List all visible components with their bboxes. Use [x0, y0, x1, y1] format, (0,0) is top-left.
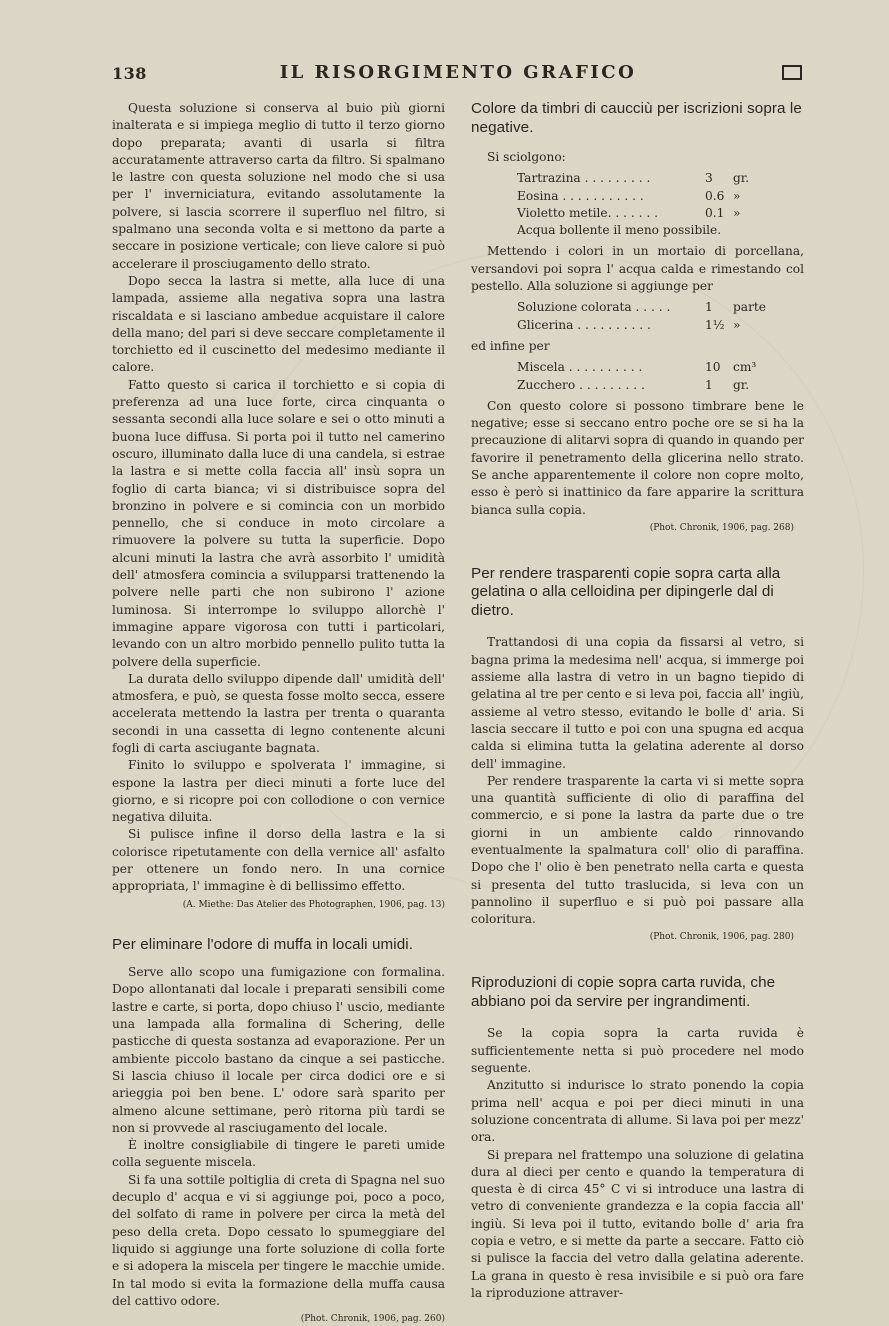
- paragraph: Finito lo sviluppo e spolverata l' immagine, si espone la lastra per dieci minuti a forte luce del giorno, e si ricopre poi con collodione o con vernice negativa diluita.: [112, 758, 445, 825]
- ingredient-name: Violetto metile. . . . . . .: [517, 205, 658, 220]
- citation: (Phot. Chronik, 1906, pag. 268): [649, 522, 794, 533]
- recipe-row: [517, 299, 804, 316]
- square-ornament-icon: [782, 65, 802, 80]
- ingredient-name: Tartrazina . . . . . . . . .: [517, 171, 651, 186]
- ingredient-unit: »: [733, 205, 741, 220]
- ingredient-unit: gr.: [733, 171, 750, 186]
- left-column: [112, 100, 445, 1326]
- recipe-table: [517, 299, 804, 334]
- recipe-row: [517, 359, 804, 376]
- ingredient-name: Eosina . . . . . . . . . . .: [517, 188, 644, 203]
- paragraph: Anzitutto si indurisce lo strato ponendo la copia prima nell' acqua e poi per dieci minuti in una soluzione concentrata di allume. Si lava poi per mezz' ora.: [471, 1078, 804, 1145]
- section-heading: Per rendere trasparenti copie sopra carta alla gelatina o alla celloidina per dipingerle dal di dietro.: [471, 564, 781, 619]
- recipe-intro: Si sciolgono:: [487, 150, 566, 164]
- page-header: [112, 62, 804, 88]
- recipe-table: [517, 170, 804, 239]
- paragraph: Si fa una sottile poltiglia di creta di Spagna nel suo decuplo d' acqua e vi si aggiunge poi, poco a poco, del solfato di rame in polvere per circa la metà del peso della creta. Dopo cessato lo spumeggiare del liquido si aggiunge una forte soluzione di colla forte e si adopera la miscela per tingere le macchie umide. In tal modo si evita la formazione della muffa causa del cattivo odore.: [112, 1172, 445, 1308]
- ingredient-name: Soluzione colorata . . . . .: [517, 300, 671, 315]
- paragraph: Si prepara nel frattempo una soluzione di gelatina dura al dieci per cento e quando la temperatura di questa è di circa 45° C vi si introduce una lastra di vetro di conveniente grandezza e la copia faccia all' ingiù. Si leva poi il tutto, evitando bolle d' aria fra copia e vetro, e si mette da parte a seccare. Fatto ciò si pulisce la faccia del vetro dalla gelatina aderente. La grana in questo è resa invisibile e si può ora fare la riproduzione attraver-: [471, 1147, 804, 1300]
- ingredient-qty: 0.1: [705, 205, 725, 220]
- citation: (Phot. Chronik, 1906, pag. 260): [300, 1314, 445, 1325]
- citation: (A. Miethe: Das Atelier des Photographen, 1906, pag. 13): [182, 899, 445, 910]
- recipe-row: [517, 205, 804, 222]
- paragraph: Con questo colore si possono timbrare bene le negative; esse si seccano entro poche ore se si ha la precauzione di alitarvi sopra di quando in quando per favorire il penetramento della glicerina nello strato. Se anche apparentemente il colore non copre molto, esso è però si inattinico da fare apparire la scrittura bianca sulla copia.: [471, 398, 804, 517]
- ingredient-qty: 1½: [705, 317, 725, 332]
- ingredient-unit: cm³: [733, 360, 757, 375]
- ingredient-qty: 1: [705, 377, 713, 392]
- page-number: 138: [112, 64, 147, 83]
- recipe-intro: ed infine per: [471, 338, 550, 353]
- recipe-table: [517, 359, 804, 394]
- paragraph: Serve allo scopo una fumigazione con formalina. Dopo allontanati dal locale i preparati sensibili come lastre e carte, si porta, dopo chiuso l' uscio, mediante una lampada alla formalina di Schering, delle pasticche di questa sostanza ad evaporazione. Per un ambiente piccolo bastano da cinque a sei pasticche. Si lascia chiuso il locale per circa dodici ore e si arieggia poi ben bene. L' odore sarà sparito per almeno alcune settimane, però ritorna più tardi se non si provvede al rasciugamento del locale.: [112, 965, 445, 1135]
- paragraph: Si pulisce infine il dorso della lastra e la si colorisce ripetutamente con della vernice all' asfalto per ottenere un fondo nero. In una cornice appropriata, l' immagine è di bellissimo effetto.: [112, 827, 445, 894]
- citation: (Phot. Chronik, 1906, pag. 280): [649, 932, 794, 943]
- recipe-row: [517, 377, 804, 394]
- paragraph: Per rendere trasparente la carta vi si mette sopra una quantità sufficiente di olio di paraffina del commercio, e si pone la lastra da parte due o tre giorni in un ambiente caldo rinnovando eventualmente la spalmatura coll' olio di paraffina. Dopo che l' olio è ben penetrato nella carta e questa si presenta del tutto traslucida, si leva con un pannolino il superfluo e si può poi passare alla coloritura.: [471, 773, 804, 927]
- ingredient-name: Glicerina . . . . . . . . . .: [517, 317, 651, 332]
- paragraph: È inoltre consigliabile di tingere le pareti umide colla seguente miscela.: [112, 1138, 445, 1170]
- paragraph: Fatto questo si carica il torchietto e si copia di preferenza ad una luce forte, circa cinquanta o sessanta secondi alla luce solare e sei o otto minuti a buona luce diffusa. Si porta poi il tutto nel camerino oscuro, illuminato dalla luce di una candela, si estrae la lastra e si mette colla faccia all' insù sopra un foglio di carta bianca; vi si distribuisce sopra del bronzino in polvere e si comincia con un morbido pennello, che si conduce in moto circolare a rimuovere la polvere su tutta la superficie. Dopo alcuni minuti la lastra che avrà assorbito l' umidità dell' atmosfera comincia a svilupparsi trattenendo la polvere nelle parti che non subirono l' azione luminosa. Si interrompe lo sviluppo allorchè l' immagine appare vigorosa con tutti i particolari, levando con un altro morbido pennello pulito tutta la polvere della superficie.: [112, 377, 445, 669]
- ingredient-qty: 10: [705, 360, 721, 375]
- ingredient-unit: »: [733, 317, 741, 332]
- paragraph: La durata dello sviluppo dipende dall' umidità dell' atmosfera, e può, se questa fosse molto secca, essere accelerata mettendo la lastra per trenta o quaranta secondi in una cassetta di legno contenente alcuni fogli di carta asciugante bagnata.: [112, 671, 445, 755]
- paragraph: Dopo secca la lastra si mette, alla luce di una lampada, assieme alla negativa sopra una lastra riscaldata e si lasciano ambedue acquistare il calore della mano; del pari si deve seccare completamente il torchietto ed il cuscinetto del medesimo mediante il calore.: [112, 273, 445, 375]
- ingredient-qty: 3: [705, 171, 713, 186]
- right-column: [471, 100, 804, 1302]
- section-heading: Per eliminare l'odore di muffa in locali umidi.: [112, 935, 414, 953]
- ingredient-unit: gr.: [733, 377, 750, 392]
- recipe-note: Acqua bollente il meno possibile.: [517, 223, 722, 238]
- paragraph: Se la copia sopra la carta ruvida è sufficientemente netta si può procedere nel modo seguente.: [471, 1026, 804, 1076]
- section-heading: Riproduzioni di copie sopra carta ruvida, che abbiano poi da servire per ingrandimenti.: [471, 974, 776, 1010]
- ingredient-name: Miscela . . . . . . . . . .: [517, 360, 643, 375]
- recipe-row: [517, 317, 804, 334]
- recipe-row: [517, 188, 804, 205]
- ingredient-qty: 1: [705, 300, 713, 315]
- recipe-row: [517, 170, 804, 187]
- paragraph: Questa soluzione si conserva al buio più giorni inalterata e si impiega meglio di tutto il terzo giorno dopo preparata; avanti di usarla si filtra accuratamente attraverso carta da filtro. Si spalmano le lastre con questa soluzione nel modo che si usa per l' inverniciatura, evitando assolutamente la polvere, si lascia scorrere il superfluo nel filtro, si spalmano una seconda volta e si mettono da parte a seccare in posizione verticale; con lieve calore si può accelerare il prosciugamento dello strato.: [112, 101, 445, 271]
- ingredient-qty: 0.6: [705, 188, 725, 203]
- section-heading: Colore da timbri di caucciù per iscrizioni sopra le negative.: [471, 100, 802, 136]
- running-title: IL RISORGIMENTO GRAFICO: [279, 62, 637, 83]
- ingredient-name: Zucchero . . . . . . . . .: [517, 377, 645, 392]
- ingredient-unit: parte: [733, 300, 767, 315]
- ingredient-unit: »: [733, 188, 741, 203]
- paragraph: Trattandosi di una copia da fissarsi al vetro, si bagna prima la medesima nell' acqua, si immerge poi assieme alla lastra di vetro in un bagno tiepido di gelatina al tre per cento e si leva poi, faccia all' ingiù, assieme al vetro stesso, evitando le bolle d' aria. Si lascia seccare il tutto e poi con una spugna ed acqua calda si elimina tutta la gelatina aderente al dorso dell' immagine.: [471, 635, 804, 771]
- paragraph: Mettendo i colori in un mortaio di porcellana, versandovi poi sopra l' acqua calda e rimestando col pestello. Alla soluzione si aggiunge per: [471, 244, 804, 294]
- recipe-row: [517, 222, 804, 239]
